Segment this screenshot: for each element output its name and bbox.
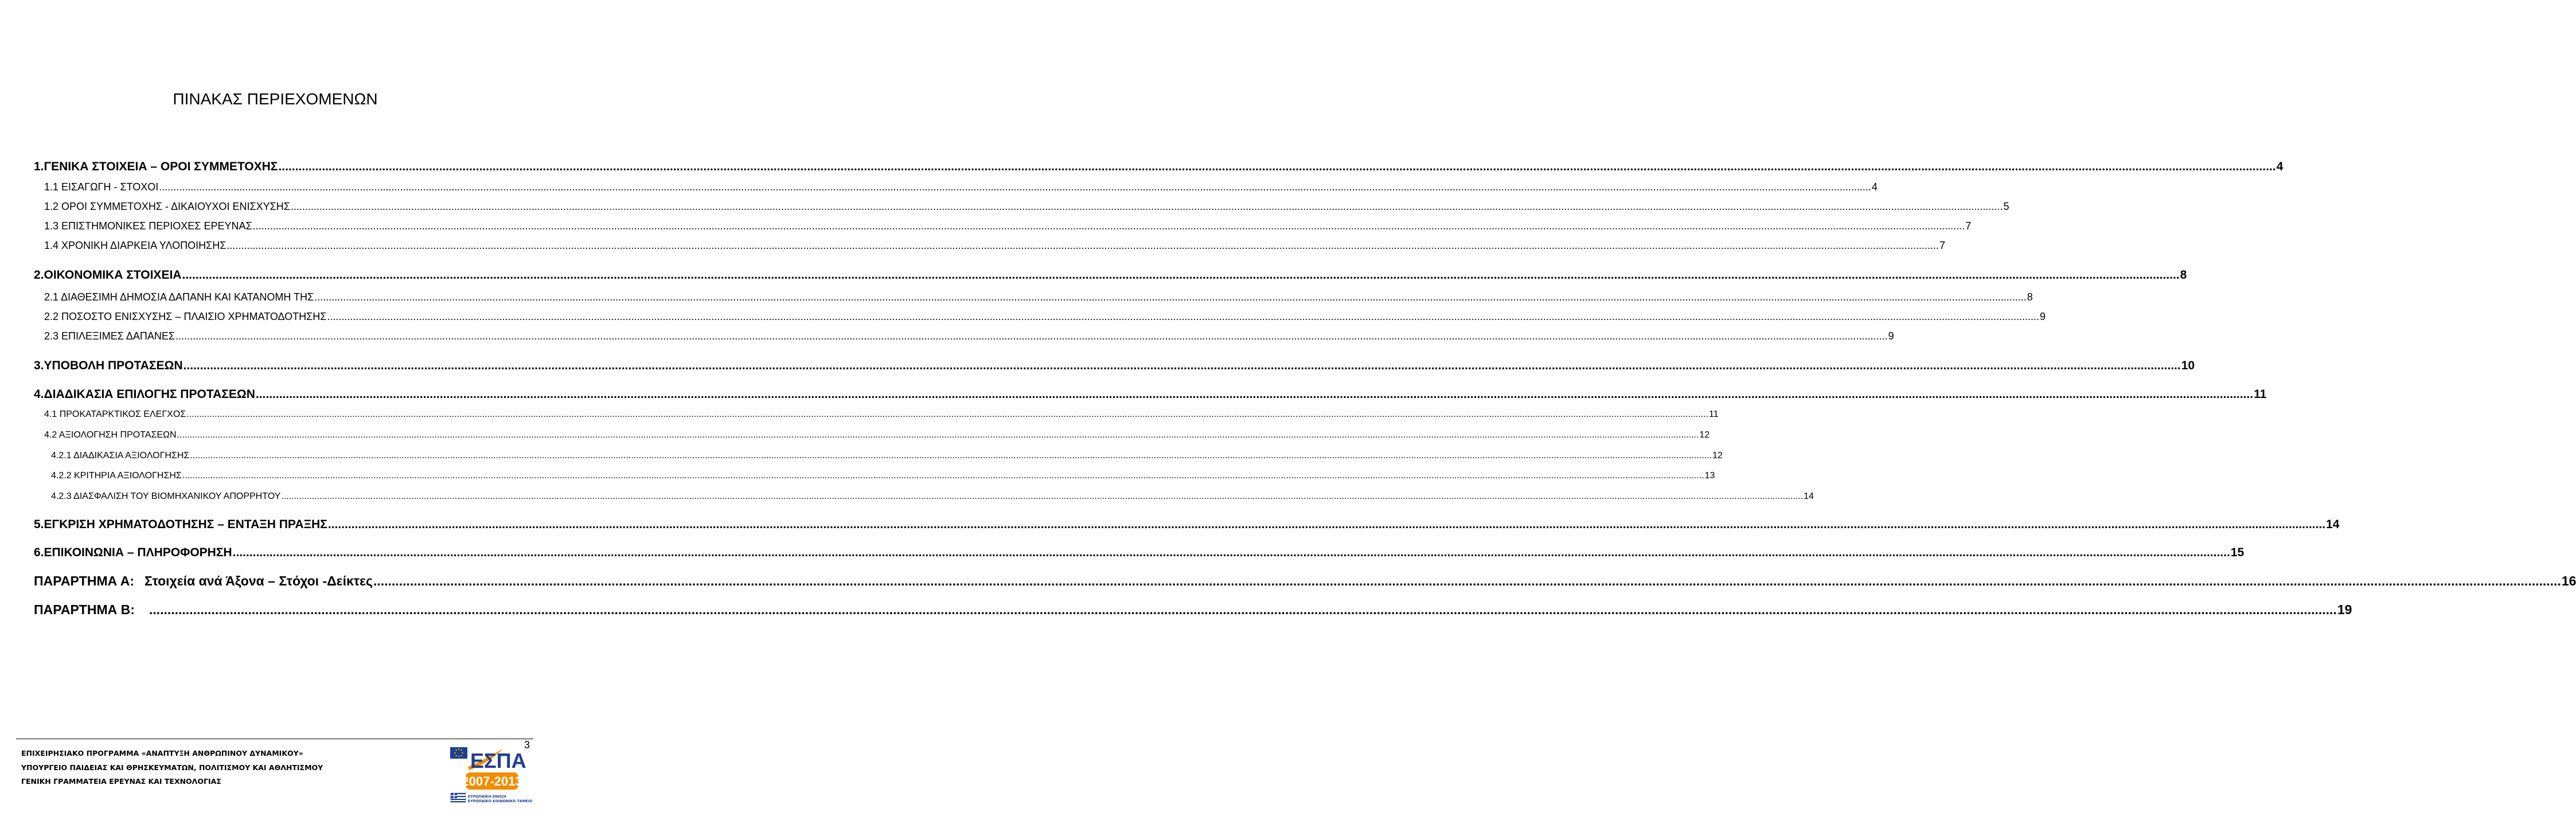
appendix-label: ΠΑΡΑΡΤΗΜΑ Α: (34, 573, 135, 588)
toc-page: 13 (1704, 471, 1715, 481)
toc-leader: ..................................................................................................................................................................................................................................................................................................................................................................................................................................................................................................................................................................................................................... (327, 311, 2039, 322)
toc-entry-1-1[interactable] (44, 181, 1878, 193)
toc-label: 2.3 ΕΠΙΛΕΞΙΜΕΣ ΔΑΠΑΝΕΣ (44, 330, 175, 342)
toc-page: 9 (2039, 311, 2046, 322)
toc-entry-6[interactable] (34, 546, 2245, 560)
toc-page: 14 (1804, 491, 1814, 501)
appendix-description: Στοιχεία ανά Άξονα – Στόχοι -Δείκτες (145, 573, 373, 588)
toc-page: 11 (2254, 388, 2267, 401)
toc-leader: ..................................................................................................................................................................................................................................................................................................................................................................................................................................................................................................................................................................................................................... (252, 220, 1965, 232)
toc-entry-2[interactable] (34, 268, 2187, 282)
logo-years: 2007-2013 (462, 774, 522, 788)
toc-entry-4-2[interactable] (44, 430, 1710, 440)
footer-ministry: ΥΠΟΥΡΓΕΙΟ ΠΑΙΔΕΙΑΣ ΚΑΙ ΘΡΗΣΚΕΥΜΑΤΩΝ, ΠΟΛΙΤΙΣΜΟΥ ΚΑΙ ΑΘΛΗΤΙΣΜΟΥ (21, 763, 323, 772)
toc-leader: ..................................................................................................................................................................................................................................................................................................................................................................................................................................................................................................................................................................................................................... (186, 409, 1709, 419)
toc-leader: ..................................................................................................................................................................................................................................................................................................................................................................................................................................................................................................................................................................................................................... (149, 602, 2337, 617)
toc-page: 19 (2337, 602, 2352, 617)
toc-label: 4.ΔΙΑΔΙΚΑΣΙΑ ΕΠΙΛΟΓΗΣ ΠΡΟΤΑΣΕΩΝ (34, 388, 255, 401)
toc-entry-1-2[interactable] (44, 201, 2009, 213)
toc-leader: ..................................................................................................................................................................................................................................................................................................................................................................................................................................................................................................................................................................................................................... (314, 291, 2027, 303)
toc-page: 7 (1965, 220, 1972, 232)
logo-wordmark: ΕΣΠΑ (470, 749, 526, 772)
toc-label: 5.ΕΓΚΡΙΣΗ ΧΡΗΜΑΤΟΔΟΤΗΣΗΣ – ΕΝΤΑΞΗ ΠΡΑΞΗΣ (34, 518, 327, 531)
footer-secretariat: ΓΕΝΙΚΗ ΓΡΑΜΜΑΤΕΙΑ ΕΡΕΥΝΑΣ ΚΑΙ ΤΕΧΝΟΛΟΓΙΑΣ (21, 777, 221, 786)
page-number: 3 (524, 739, 530, 751)
toc-page: 8 (2180, 268, 2187, 282)
toc-entry-4-2-1[interactable] (51, 451, 1723, 461)
toc-entry-2-2[interactable] (44, 311, 2046, 323)
toc-leader: ..................................................................................................................................................................................................................................................................................................................................................................................................................................................................................................................................................................................................................... (278, 160, 2276, 173)
toc-page: 12 (1712, 451, 1723, 460)
toc-leader: ..................................................................................................................................................................................................................................................................................................................................................................................................................................................................................................................................................................................................................... (281, 491, 1804, 501)
toc-page: 14 (2326, 518, 2340, 531)
toc-appendix-b[interactable] (34, 602, 2352, 618)
toc-leader: ..................................................................................................................................................................................................................................................................................................................................................................................................................................................................................................................................................................................................................... (290, 201, 2003, 212)
toc-label: 3.ΥΠΟΒΟΛΗ ΠΡΟΤΑΣΕΩΝ (34, 359, 183, 372)
toc-page: 10 (2181, 359, 2195, 372)
toc-label: 1.1 ΕΙΣΑΓΩΓΗ - ΣΤΟΧΟΙ (44, 181, 159, 193)
toc-appendix-a[interactable] (34, 573, 2576, 589)
toc-leader: ..................................................................................................................................................................................................................................................................................................................................................................................................................................................................................................................................................................................................................... (373, 573, 2561, 588)
toc-page: 4 (1871, 181, 1878, 193)
logo-tagline: ΕΥΡΩΠΑΪΚΗ ΕΝΩΣΗ (468, 795, 506, 799)
toc-entry-2-3[interactable] (44, 330, 1894, 342)
toc-label: 1.ΓΕΝΙΚΑ ΣΤΟΙΧΕΙΑ – ΟΡΟΙ ΣΥΜΜΕΤΟΧΗΣ (34, 160, 278, 173)
toc-page: 15 (2230, 546, 2245, 559)
footer-programme: ΕΠΙΧΕΙΡΗΣΙΑΚΟ ΠΡΟΓΡΑΜΜΑ «ΑΝΑΠΤΥΞΗ ΑΝΘΡΩΠΙΝΟΥ ΔΥΝΑΜΙΚΟΥ» (21, 749, 303, 758)
toc-page: 4 (2276, 160, 2284, 173)
toc-page: 12 (1699, 430, 1710, 440)
toc-page: 16 (2561, 573, 2576, 588)
toc-page: 9 (1888, 330, 1894, 342)
toc-entry-3[interactable] (34, 359, 2195, 373)
toc-label: 4.2.3 ΔΙΑΣΦΑΛΙΣΗ ΤΟΥ ΒΙΟΜΗΧΑΝΙΚΟΥ ΑΠΟΡΡΗΤΟΥ (51, 491, 281, 501)
toc-page: 11 (1709, 409, 1719, 419)
toc-entry-1-4[interactable] (44, 240, 1945, 252)
toc-label: 1.2 ΟΡΟΙ ΣΥΜΜΕΤΟΧΗΣ - ΔΙΚΑΙΟΥΧΟΙ ΕΝΙΣΧΥΣΗΣ (44, 201, 290, 212)
toc-entry-1-3[interactable] (44, 220, 1972, 232)
espa-logo (448, 744, 533, 810)
toc-label: 4.2.2 ΚΡΙΤΗΡΙΑ ΑΞΙΟΛΟΓΗΣΗΣ (51, 471, 182, 481)
toc-entry-1[interactable] (34, 160, 2284, 174)
toc-leader: ..................................................................................................................................................................................................................................................................................................................................................................................................................................................................................................................................................................................................................... (175, 330, 1888, 342)
toc-label: 6.ΕΠΙΚΟΙΝΩΝΙΑ – ΠΛΗΡΟΦΟΡΗΣΗ (34, 546, 232, 559)
toc-page: 7 (1939, 240, 1945, 251)
toc-label: 4.2.1 ΔΙΑΔΙΚΑΣΙΑ ΑΞΙΟΛΟΓΗΣΗΣ (51, 451, 190, 460)
logo-tagline-2: ΕΥΡΩΠΑΪΚΟ ΚΟΙΝΩΝΙΚΟ ΤΑΜΕΙΟ (468, 799, 533, 803)
toc-entry-4-2-2[interactable] (51, 471, 1715, 481)
toc-label: 4.2 ΑΞΙΟΛΟΓΗΣΗ ΠΡΟΤΑΣΕΩΝ (44, 430, 177, 440)
toc-leader: ..................................................................................................................................................................................................................................................................................................................................................................................................................................................................................................................................................................................................................... (182, 471, 1704, 481)
toc-page: 5 (2003, 201, 2009, 212)
toc-entry-5[interactable] (34, 518, 2340, 532)
toc-entry-4-2-3[interactable] (51, 491, 1814, 502)
toc-label: 1.3 ΕΠΙΣΤΗΜΟΝΙΚΕΣ ΠΕΡΙΟΧΕΣ ΕΡΕΥΝΑΣ (44, 220, 252, 232)
toc-leader: ..................................................................................................................................................................................................................................................................................................................................................................................................................................................................................................................................................................................................................... (232, 546, 2230, 559)
toc-leader: ..................................................................................................................................................................................................................................................................................................................................................................................................................................................................................................................................................................................................................... (159, 181, 1871, 193)
toc-label: 2.ΟΙΚΟΝΟΜΙΚΑ ΣΤΟΙΧΕΙΑ (34, 268, 182, 282)
greek-flag-icon (451, 793, 466, 802)
toc-entry-4[interactable] (34, 388, 2267, 401)
toc-label: 4.1 ΠΡΟΚΑΤΑΡΚΤΙΚΟΣ ΕΛΕΓΧΟΣ (44, 409, 186, 419)
toc-label: 1.4 ΧΡΟΝΙΚΗ ΔΙΑΡΚΕΙΑ ΥΛΟΠΟΙΗΣΗΣ (44, 240, 227, 251)
toc-leader: ..................................................................................................................................................................................................................................................................................................................................................................................................................................................................................................................................................................................................................... (177, 430, 1699, 440)
page-title: ΠΙΝΑΚΑΣ ΠΕΡΙΕΧΟΜΕΝΩΝ (173, 90, 378, 108)
toc-leader: ..................................................................................................................................................................................................................................................................................................................................................................................................................................................................................................................................................................................................................... (227, 240, 1939, 251)
toc-leader: ..................................................................................................................................................................................................................................................................................................................................................................................................................................................................................................................................................................................................................... (182, 268, 2180, 282)
toc-leader: ..................................................................................................................................................................................................................................................................................................................................................................................................................................................................................................................................................................................................................... (255, 388, 2254, 401)
toc-page: 8 (2027, 291, 2033, 303)
toc-entry-4-1[interactable] (44, 409, 1719, 420)
toc-leader: ..................................................................................................................................................................................................................................................................................................................................................................................................................................................................................................................................................................................................................... (327, 518, 2326, 531)
toc-leader: ..................................................................................................................................................................................................................................................................................................................................................................................................................................................................................................................................................................................................................... (190, 451, 1712, 460)
toc-entry-2-1[interactable] (44, 291, 2033, 303)
toc-label: 2.2 ΠΟΣΟΣΤΟ ΕΝΙΣΧΥΣΗΣ – ΠΛΑΙΣΙΟ ΧΡΗΜΑΤΟΔΟΤΗΣΗΣ (44, 311, 327, 322)
appendix-label: ΠΑΡΑΡΤΗΜΑ Β: (34, 602, 135, 617)
toc-leader: ..................................................................................................................................................................................................................................................................................................................................................................................................................................................................................................................................................................................................................... (183, 359, 2181, 372)
toc-label: 2.1 ΔΙΑΘΕΣΙΜΗ ΔΗΜΟΣΙΑ ΔΑΠΑΝΗ ΚΑΙ ΚΑΤΑΝΟΜΗ ΤΗΣ (44, 291, 314, 303)
